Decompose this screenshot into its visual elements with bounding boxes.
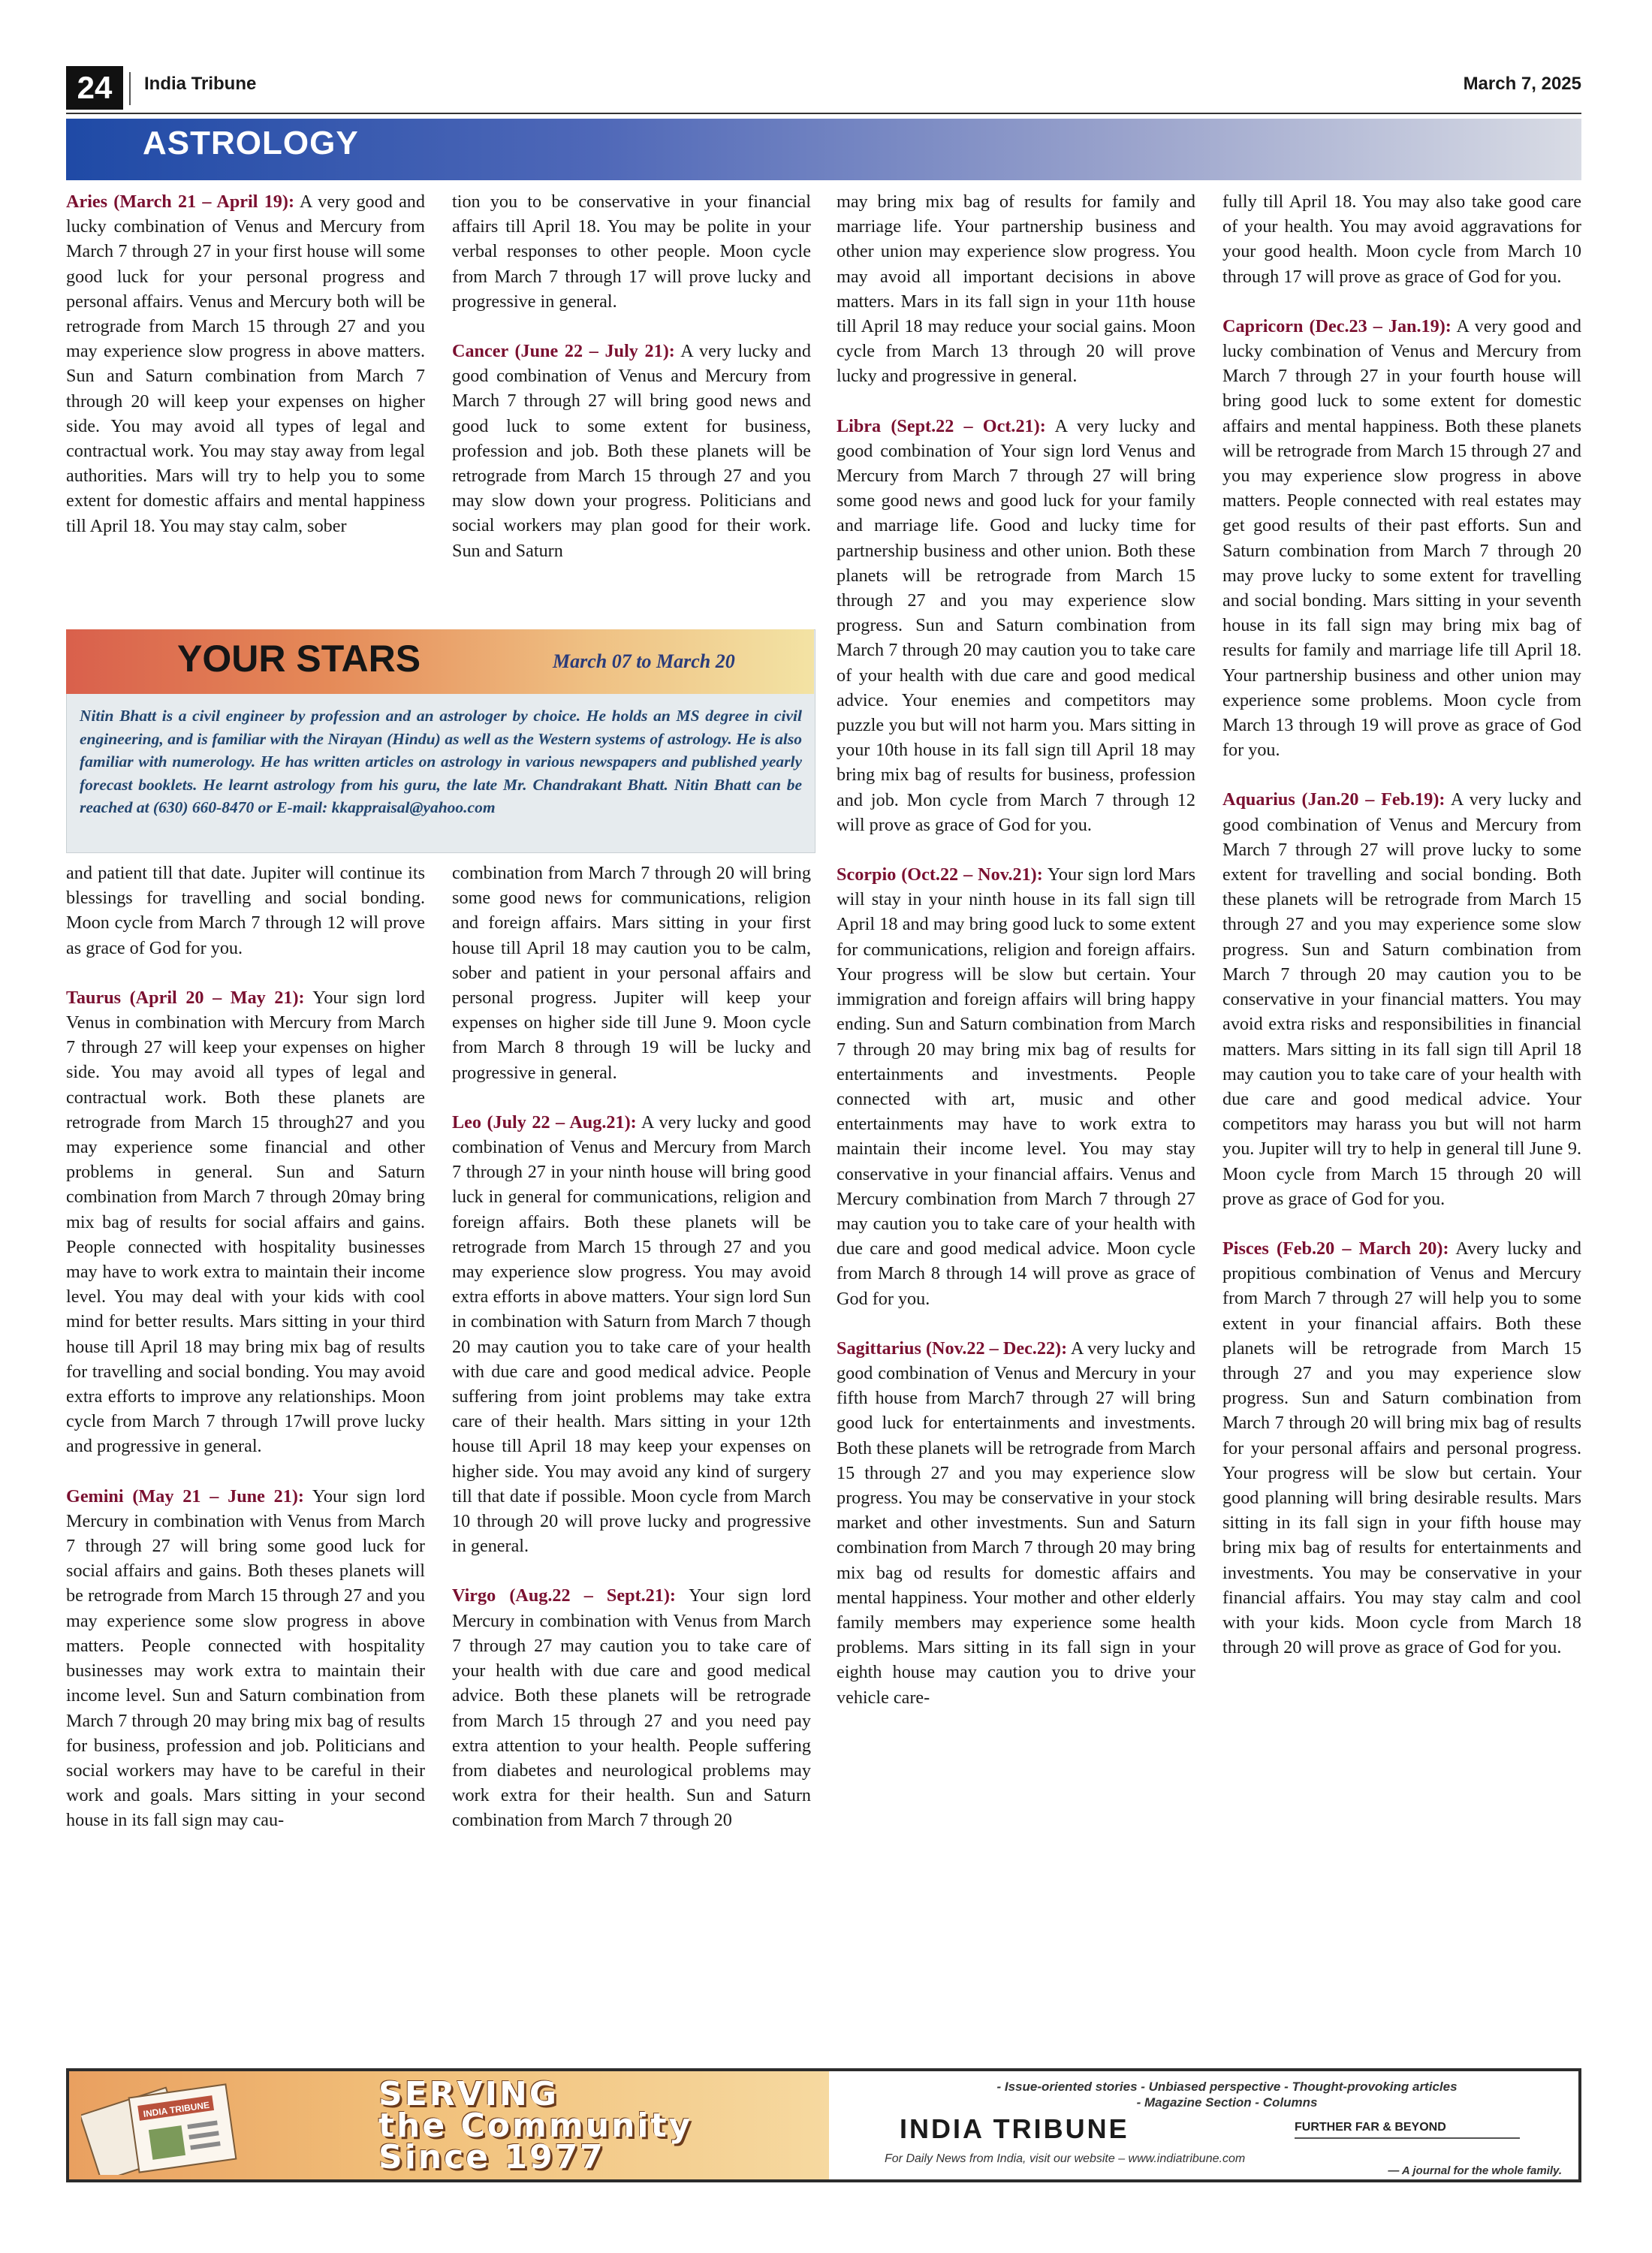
forecast-libra bbox=[837, 414, 1195, 837]
forecast-text: Your sign lord Venus in combination with Mercury from March 7 through 27 will keep your expenses on higher side. You may avoid all types of legal and contractual work. Both these planets are retrograde from March 15 through27 and you may experience some financial and other problems in general. Sun and Saturn combination from March 7 through 20may bring mix bag of results for social affairs and gains. People connected with hospitality businesses may have to work extra to maintain their income level. You may deal with your kids with cool mind for better results. Mars sitting in your third house till April 18 may bring mix bag of results for travelling and social bonding. You may avoid extra efforts to improve any relationships. Moon cycle from March 7 through 17will prove lucky and progressive in general. bbox=[66, 987, 425, 1457]
forecast-pisces bbox=[1222, 1236, 1581, 1660]
section-title: ASTROLOGY bbox=[143, 125, 359, 161]
column-2-top bbox=[452, 189, 811, 623]
forecast-text: Your sign lord Mercury in combination with Venus from March 7 through 27 will bring some good luck for social affairs and gains. Both theses planets will be retrograde from March 15 through 27 and you may experience some slow progress in above matters. People connected with hospitality businesses may work extra to maintain their income level. Sun and Saturn combination from March 7 through 20 may bring mix bag of results for business, profession and job. Politicians and social workers may have to be careful in their work and goals. Mars sitting in your second house in its fall sign may cau- bbox=[66, 1485, 425, 1831]
sign-heading-cancer: Cancer (June 22 – July 21): bbox=[452, 341, 675, 362]
forecast-gemini bbox=[66, 1484, 425, 1833]
ad-brand-name: INDIA TRIBUNE bbox=[900, 2113, 1129, 2144]
ad-left-panel bbox=[69, 2071, 829, 2179]
forecast-text: and patient till that date. Jupiter will continue its blessings for travelling and social bonding. Moon cycle from March 7 through 12 will prove as grace of God for you. bbox=[66, 863, 425, 958]
sign-heading-scorpio: Scorpio (Oct.22 – Nov.21): bbox=[837, 864, 1043, 885]
forecast-gemini-continued bbox=[452, 189, 811, 314]
sign-heading-aquarius: Aquarius (Jan.20 – Feb.19): bbox=[1222, 789, 1446, 810]
ad-journal-tagline: — A journal for the whole family. bbox=[1388, 2164, 1562, 2177]
serving-line-1: SERVING bbox=[378, 2075, 559, 2113]
serving-headline bbox=[378, 2075, 693, 2176]
forecast-sagittarius-continued bbox=[1222, 189, 1581, 289]
sign-heading-leo: Leo (July 22 – Aug.21): bbox=[452, 1111, 637, 1133]
forecast-text: A very lucky and good combination of Venus and Mercury from March 7 through 27 will bring good news and good luck to some extent for business, profession and job. Both these planets will be retrograde from March 15 through 27 and you may slow down your progress. Politicians and social workers may plan good for their work. Sun and Saturn bbox=[452, 341, 811, 561]
column-3 bbox=[837, 189, 1195, 2059]
column-2-bottom bbox=[452, 861, 811, 2059]
column-1-top bbox=[66, 189, 425, 623]
header-rule bbox=[66, 113, 1581, 114]
forecast-text: A very lucky and good combination of Your sign lord Venus and Mercury from March 7 through 27 will bring some good news and good luck for your family and marriage life. Good and lucky time for partnership business and other union. Both these planets will be retrograde from March 15 through 27 and you may experience slow progress. Sun and Saturn combination from March 7 through 20 may caution you to take care of your health with due care and good medical advice. Your enemies and competitors may puzzle you but will not harm you. Mars sitting in your 10th house in its fall sign till April 18 may bring mix bag of results for business, profession and job. Mon cycle from March 7 through 12 will prove as grace of God for you. bbox=[837, 415, 1195, 835]
forecast-text: may bring mix bag of results for family and marriage life. Your partnership business and other union may experience slow progress. You may avoid all important decisions in above matters. Mars in its fall sign in your 11th house till April 18 may reduce your social gains. Moon cycle from March 13 through 20 will prove lucky and progressive in general. bbox=[837, 192, 1195, 387]
forecast-aquarius bbox=[1222, 787, 1581, 1211]
paper-masthead: INDIA TRIBUNE bbox=[142, 2099, 210, 2120]
your-stars-dates: March 07 to March 20 bbox=[553, 650, 735, 672]
publication-name: India Tribune bbox=[144, 74, 257, 94]
ad-right-panel bbox=[829, 2071, 1580, 2179]
sign-heading-virgo: Virgo (Aug.22 – Sept.21): bbox=[452, 1585, 676, 1606]
forecast-aries-continued bbox=[66, 861, 425, 961]
forecast-text: A very lucky and good combination of Venus and Mercury from March 7 through 27 in your ninth house will bring good luck in general for communications, religion and foreign affairs. Both these planets will be retrograde from March 15 through 27 and you may experience slow progress. You may avoid extra efforts in above matters. Your sign lord Sun in combination with Saturn from March 7 though 20 may caution you to take care of your health with due care and good medical advice. People suffering from joint problems may take extra care of their health. Mars sitting in your 12th house till April 18 may keep your expenses on higher side. You may avoid any kind of surgery till that date if possible. Moon cycle from March 10 through 20 will prove lucky and progressive in general. bbox=[452, 1111, 811, 1557]
india-tribune-advertisement[interactable] bbox=[66, 2068, 1581, 2182]
forecast-taurus bbox=[66, 985, 425, 1459]
forecast-capricorn bbox=[1222, 314, 1581, 763]
page-number: 24 bbox=[66, 66, 123, 110]
forecast-text: A very good and lucky combination of Venus and Mercury from March 7 through 27 in your first house will some good luck for your personal progress and personal affairs. Venus and Mercury both will be retrograde from March 15 through 27 and you may experience slow progress in above matters. Sun and Saturn combination from March 7 through 20 will keep your expenses on higher side. You may avoid all types of legal and contractual work. You may stay away from legal authorities. Mars will try to help you to some extent for domestic affairs and mental happiness till April 18. You may stay calm, sober bbox=[66, 192, 425, 536]
sign-heading-capricorn: Capricorn (Dec.23 – Jan.19): bbox=[1222, 315, 1452, 336]
ad-tagline-line-2: - Magazine Section - Columns bbox=[1136, 2095, 1318, 2110]
forecast-leo bbox=[452, 1110, 811, 1559]
serving-line-2: the Community bbox=[378, 2107, 693, 2145]
forecast-text: A very good and lucky combination of Venus and Mercury from March 7 through 27 in your fourth house will bring good luck to some extent for domestic affairs and mental happiness. Both these planets will be retrograde from March 15 through 27 and you may experience slow progress in above matters. People connected with real estates may get good results of their past efforts. Sun and Saturn combination from March 7 through 20 may prove lucky to some extent for travelling and social bonding. Mars sitting in your seventh house in its fall sign may bring mix bag of results for family and marriage life till April 18. Your partnership business and other union may experience some problems. Moon cycle from March 13 through 19 will prove as grace of God for you. bbox=[1222, 315, 1581, 761]
forecast-cancer bbox=[452, 339, 811, 563]
forecast-text: Your sign lord Mercury in combination with Venus from March 7 through 27 may caution you to take care of your health with due care and good medical advice. Both these planets will be retrograde from March 15 through 27 and you need pay extra attention to your health. People suffering from diabetes and neurological problems may work extra for their health. Sun and Saturn combination from March 7 through 20 bbox=[452, 1585, 811, 1831]
column-1-bottom bbox=[66, 861, 425, 2059]
forecast-text: combination from March 7 through 20 will bring some good news for communications, religion and foreign affairs. Mars sitting in your first house till April 18 may caution you to be calm, sober and patient in your personal affairs and personal progress. Jupiter will keep your expenses on higher side till June 9. Moon cycle from March 8 through 19 will be lucky and progressive in general. bbox=[452, 863, 811, 1083]
forecast-scorpio bbox=[837, 862, 1195, 1311]
sign-heading-taurus: Taurus (April 20 – May 21): bbox=[66, 987, 305, 1008]
forecast-text: A very lucky and good combination of Venus and Mercury in your fifth house from March7 through 27 will bring good luck for entertainments and investments. Both these planets will be retrograde from March 15 through 27 and you may experience slow progress. You may be conservative in your stock market and other investments. Sun and Saturn combination from March 7 through 20 may bring mix bag od results for domestic affairs and mental happiness. Your mother and other elderly family members may experience some health problems. Mars sitting in its fall sign in your eighth house may caution you to drive your vehicle care- bbox=[837, 1338, 1195, 1708]
header-divider bbox=[129, 72, 131, 105]
forecast-cancer-continued bbox=[452, 861, 811, 1085]
serving-line-3: Since 1977 bbox=[378, 2138, 605, 2176]
sign-heading-pisces: Pisces (Feb.20 – March 20): bbox=[1222, 1238, 1449, 1259]
forecast-text: Avery lucky and propitious combination of Venus and Mercury from March 7 through 27 will help you to some extent in your financial affairs. Both these planets will be retrograde from March 15 through 27 and you may experience slow progress. Sun and Saturn combination from March 7 through 20 will bring mix bag of results for your personal affairs and personal progress. Your progress will be slow but certain. Your good planning will bring desirable results. Mars sitting in its fall sign in your fifth house may bring mix bag of results for entertainments and investments. You may be conservative in your financial affairs. You may stay calm and cool with your kids. Moon cycle from March 18 through 20 will prove as grace of God for you. bbox=[1222, 1238, 1581, 1658]
ad-tagline-line-1: - Issue-oriented stories - Unbiased perspective - Thought-provoking articles bbox=[996, 2080, 1458, 2094]
forecast-virgo bbox=[452, 1583, 811, 1832]
sign-heading-libra: Libra (Sept.22 – Oct.21): bbox=[837, 415, 1046, 436]
column-4 bbox=[1222, 189, 1581, 2059]
ad-slogan: FURTHER FAR & BEYOND bbox=[1295, 2121, 1520, 2139]
sign-heading-gemini: Gemini (May 21 – June 21): bbox=[66, 1485, 304, 1507]
astrologer-bio: Nitin Bhatt is a civil engineer by profession and an astrologer by choice. He holds an MS degree in civil engineering, and is familiar with the Nirayan (Hindu) as well as the Western systems of astrology. He is also familiar with numerology. He has written articles on astrology in various newspapers and published yearly forecast booklets. He learnt astrology from his guru, the late Mr. Chandrakant Bhatt. Nitin Bhatt can be reached at (630) 660-8470 or E-mail: kkappraisal@yahoo.com bbox=[80, 707, 802, 816]
forecast-text: tion you to be conservative in your financial affairs till April 18. You may be polite in your verbal responses to other people. Moon cycle from March 7 through 17 will prove lucky and progressive in general. bbox=[452, 192, 811, 312]
ad-website-link[interactable]: For Daily News from India, visit our website – www.indiatribune.com bbox=[885, 2152, 1246, 2165]
forecast-text: A very lucky and good combination of Venus and Mercury from March 7 through 27 will prove lucky to some extent for travelling and social bonding. Both these planets will be retrograde from March 15 through 27 and you may experience some slow progress. Sun and Saturn combination from March 7 through 20 may caution you to be conservative in your financial matters. You may avoid extra risks and responsibilities in financial matters. Mars sitting in its fall sign till April 18 may caution you to take care of your health with due care and good medical advice. Your competitors may harass you but will not harm you. Jupiter will try to help in general till June 9. Moon cycle from March 15 through 20 will prove as grace of God for you. bbox=[1222, 789, 1581, 1209]
sign-heading-sagittarius: Sagittarius (Nov.22 – Dec.22): bbox=[837, 1338, 1068, 1359]
forecast-sagittarius bbox=[837, 1336, 1195, 1710]
your-stars-title: YOUR STARS bbox=[177, 638, 421, 680]
forecast-text: Your sign lord Mars will stay in your ninth house in its fall sign till April 18 and may bring good luck to some extent for communications, religion and foreign affairs. Your progress will be slow but certain. Your immigration and foreign affairs will bring happy ending. Sun and Saturn combination from March 7 through 20 may bring mix bag of results for entertainments and investments. People connected with art, music and other entertainments may have to work extra to maintain their income level. You may stay conservative in your financial affairs. Venus and Mercury combination from March 7 through 27 may caution you to take care of your health with due care and good medical advice. Moon cycle from March 8 through 14 will prove as grace of God for you. bbox=[837, 864, 1195, 1309]
forecast-aries bbox=[66, 189, 425, 538]
forecast-virgo-continued bbox=[837, 189, 1195, 389]
forecast-text: fully till April 18. You may also take good care of your health. You may avoid aggravations for your good health. Moon cycle from March 10 through 17 will prove as grace of God for you. bbox=[1222, 192, 1581, 287]
issue-date: March 7, 2025 bbox=[1463, 74, 1581, 94]
newspaper-stack-icon bbox=[81, 2077, 284, 2175]
ad-tagline bbox=[882, 2079, 1572, 2110]
sign-heading-aries: Aries (March 21 – April 19): bbox=[66, 192, 295, 212]
